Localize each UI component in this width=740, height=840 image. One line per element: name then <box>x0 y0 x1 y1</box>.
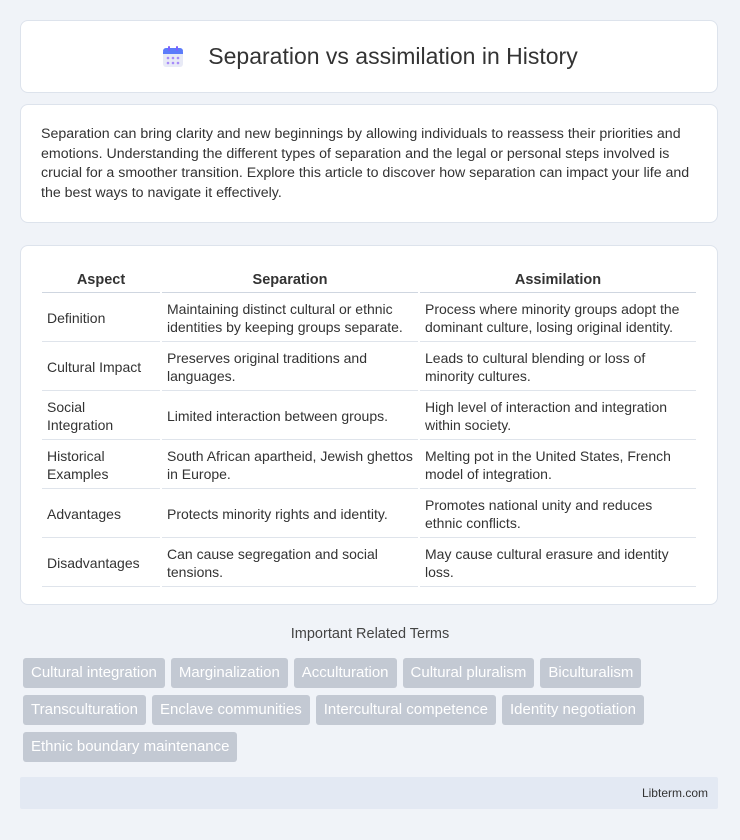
related-term-tag[interactable]: Enclave communities <box>152 695 310 725</box>
comparison-card <box>20 245 718 605</box>
aspect-cell: Definition <box>42 295 160 342</box>
related-terms-list <box>23 658 703 762</box>
related-term-tag[interactable]: Biculturalism <box>540 658 641 688</box>
table-row <box>42 491 696 538</box>
related-term-tag[interactable]: Identity negotiation <box>502 695 644 725</box>
aspect-cell: Cultural Impact <box>42 344 160 391</box>
assimilation-cell: Melting pot in the United States, French model of integration. <box>420 442 696 489</box>
related-term-tag[interactable]: Acculturation <box>294 658 397 688</box>
footer <box>20 777 718 809</box>
separation-cell: Can cause segregation and social tensions. <box>162 540 418 587</box>
related-term-tag[interactable]: Intercultural competence <box>316 695 496 725</box>
related-term-tag[interactable]: Marginalization <box>171 658 288 688</box>
column-header-separation: Separation <box>162 268 418 293</box>
separation-cell: Protects minority rights and identity. <box>162 491 418 538</box>
separation-cell: Preserves original traditions and languages. <box>162 344 418 391</box>
related-term-tag[interactable]: Cultural pluralism <box>403 658 535 688</box>
aspect-cell: Advantages <box>42 491 160 538</box>
separation-cell: Limited interaction between groups. <box>162 393 418 440</box>
assimilation-cell: Leads to cultural blending or loss of minority cultures. <box>420 344 696 391</box>
separation-cell: South African apartheid, Jewish ghettos in Europe. <box>162 442 418 489</box>
page-title: Separation vs assimilation in History <box>208 43 578 69</box>
intro-paragraph: Separation can bring clarity and new beginnings by allowing individuals to reassess their priorities and emotions. Understanding the different types of separation and the legal or personal steps involved is crucial for a smoother transition. Explore this article to discover how separation can impact your life and the best ways to navigate it effectively. <box>41 126 690 201</box>
column-header-assimilation: Assimilation <box>420 268 696 293</box>
title-card <box>20 20 718 93</box>
table-row <box>42 344 696 391</box>
separation-cell: Maintaining distinct cultural or ethnic identities by keeping groups separate. <box>162 295 418 342</box>
assimilation-cell: Promotes national unity and reduces ethnic conflicts. <box>420 491 696 538</box>
column-header-aspect: Aspect <box>42 268 160 293</box>
aspect-cell: Social Integration <box>42 393 160 440</box>
table-row <box>42 295 696 342</box>
related-term-tag[interactable]: Ethnic boundary maintenance <box>23 732 237 762</box>
related-term-tag[interactable]: Cultural integration <box>23 658 165 688</box>
assimilation-cell: Process where minority groups adopt the dominant culture, losing original identity. <box>420 295 696 342</box>
assimilation-cell: May cause cultural erasure and identity loss. <box>420 540 696 587</box>
table-row <box>42 442 696 489</box>
table-row <box>42 540 696 587</box>
aspect-cell: Historical Examples <box>42 442 160 489</box>
table-row <box>42 393 696 440</box>
comparison-table <box>40 266 698 589</box>
aspect-cell: Disadvantages <box>42 540 160 587</box>
intro-card <box>20 104 718 223</box>
related-terms-heading: Important Related Terms <box>290 626 450 642</box>
assimilation-cell: High level of interaction and integration within society. <box>420 393 696 440</box>
footer-site-link[interactable]: Libterm.com <box>641 786 708 800</box>
related-term-tag[interactable]: Transculturation <box>23 695 146 725</box>
table-header-row <box>42 268 696 293</box>
calendar-icon <box>160 44 186 70</box>
